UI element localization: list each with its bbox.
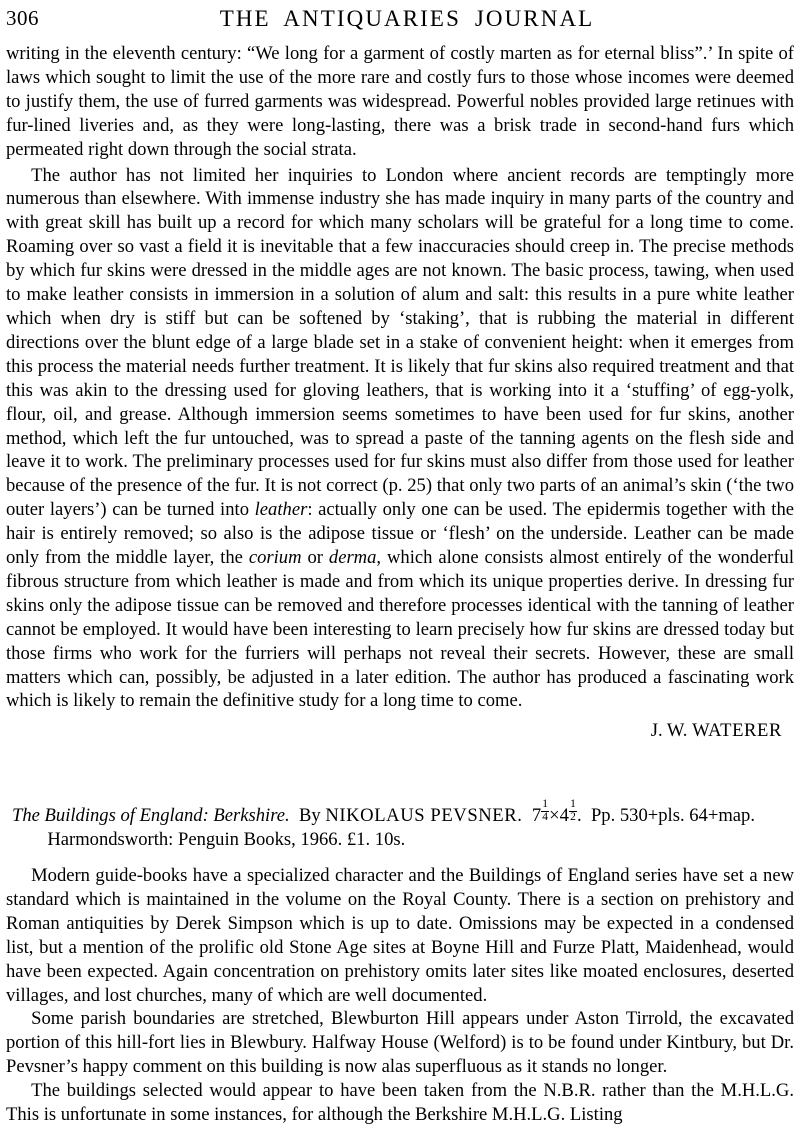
italic-term-leather: leather: [254, 499, 308, 521]
section-spacer: [6, 743, 794, 799]
journal-title: THE ANTIQUARIES JOURNAL: [219, 6, 595, 31]
size-period: .: [577, 805, 582, 827]
fraction-denominator: 2: [570, 810, 576, 823]
review-one-paragraph-2: [6, 164, 794, 714]
conjunction-or: or: [301, 547, 329, 569]
book-size: [531, 798, 582, 827]
review-two-paragraph-1: Modern guide-books have a specialized character and the Buildings of England series have set a new standard which is maintained in the volume on the Royal County. There is a section on prehistory and Roman antiquities by Derek Simpson which is up to date. Omissions may be expected in a condensed list, but a mention of the prolific old Stone Age sites at Boyne Hill and Furze Platt, Maidenhead, would have been expected. Again concentration on prehistory omits later sites like moated enclosures, deserted villages, and lost churches, many of which are well documented.: [6, 865, 794, 1006]
fraction-numerator: 1: [542, 798, 549, 811]
signature-surname: WATERER: [692, 720, 782, 742]
body-column: [0, 42, 800, 1127]
size-height-fraction: [569, 799, 577, 823]
running-head: [0, 0, 800, 42]
size-multiplication-sign: ×: [549, 805, 560, 827]
by-label: By: [298, 805, 321, 827]
review-two-citation: [6, 799, 794, 852]
book-title: The Buildings of England: Berkshire.: [12, 805, 290, 827]
size-width-fraction: [541, 799, 549, 823]
review-one-signature: [6, 719, 794, 743]
review-two-paragraph-2: Some parish boundaries are stretched, Blewburton Hill appears under Aston Tirrold, the excavated portion of this hill-fort lies in Blewbury. Halfway House (Welford) is to be found under Kintbury, but Dr. Pevsner’s happy comment on this building is now alas superfluous as it stands no longer.: [6, 1008, 794, 1078]
size-width-whole: 7: [531, 805, 542, 827]
fraction-denominator: 4: [542, 810, 549, 823]
citation-spacer: [6, 852, 794, 864]
book-imprint: Harmondsworth: Penguin Books, 1966. £1. 10s.: [47, 829, 406, 851]
size-height-whole: 4: [559, 805, 569, 827]
review-two-paragraph-3: The buildings selected would appear to have been taken from the N.B.R. rather than the M.H.L.G. This is unfortunate in some instances, for although the Berkshire M.H.L.G. Listing: [6, 1080, 794, 1126]
italic-term-corium: corium: [248, 547, 302, 569]
fraction-numerator: 1: [570, 798, 576, 811]
review-one-paragraph-2-part-3: , which alone consists almost entirely of the wonderful fibrous structure from which leather is made and from which its unique properties derive. In dressing fur skins only the adipose tissue can be removed and therefore processes identical with the tanning of leather cannot be employed. It would have been interesting to learn precisely how fur skins are dressed today but those firms who work for the furriers will perhaps not reveal their secrets. However, these are small matters which can, possibly, be adjusted in a later edition. The author has produced a fascinating work which is likely to remain the definitive study for a long time to come.: [6, 547, 794, 712]
review-one-paragraph-2-part-1: The author has not limited her inquiries to London where ancient records are temptingly more numerous than elsewhere. With immense industry she has made inquiry in many parts of the country and with great skill has built up a record for which many scholars will be grateful for a long time to come. Roaming over so vast a field it is inevitable that a few inaccuracies should creep in. The precise methods by which fur skins were dressed in the middle ages are not known. The basic process, tawing, when used to make leather consists in immersion in a solution of alum and salt: this results in a pure white leather which when dry is stiff but can be softened by ‘staking’, that is rubbing the material in different directions over the blunt edge of a large blade set in a stake of convenient height: when it emerges from this process the material needs further treatment. It is likely that fur skins also required treatment and that this was akin to the dressing used for gloving leathers, that is working into it a ‘stuffing’ of egg-yolk, flour, oil, and grease. Although immersion seems sometimes to have been used for fur skins, another method, which left the fur untouched, was to spread a paste of the tanning agents on the flesh side and leave it to work. The preliminary processes used for fur skins must also differ from those used for leather because of the presence of the fur. It is not correct (p. 25) that only two parts of an animal’s skin (‘the two outer layers’) can be turned into: [6, 164, 794, 521]
page-folio-number: 306: [6, 6, 39, 30]
italic-term-derma: derma: [328, 547, 377, 569]
signature-initials: J. W.: [650, 720, 693, 742]
book-author: NIKOLAUS PEVSNER.: [325, 805, 523, 827]
review-one-paragraph-2-part-2: : actually only one can be used. The epidermis together with the hair is entirely removed; so also is the adipose tissue or ‘flesh’ on the underside. Leather can be made only from the middle layer, the: [6, 499, 794, 569]
review-one-paragraph-1: writing in the eleventh century: “We long for a garment of costly marten as for eternal bliss”.’ In spite of laws which sought to limit the use of the more rare and costly furs to those whose incomes were deemed to justify them, the use of furred garments was widespread. Powerful nobles provided large retinues with fur-lined liveries and, as they were long-lasting, there was a brisk trade in second-hand furs which permeated right down through the social strata.: [6, 43, 794, 160]
book-pagination: Pp. 530+pls. 64+map.: [590, 805, 756, 827]
